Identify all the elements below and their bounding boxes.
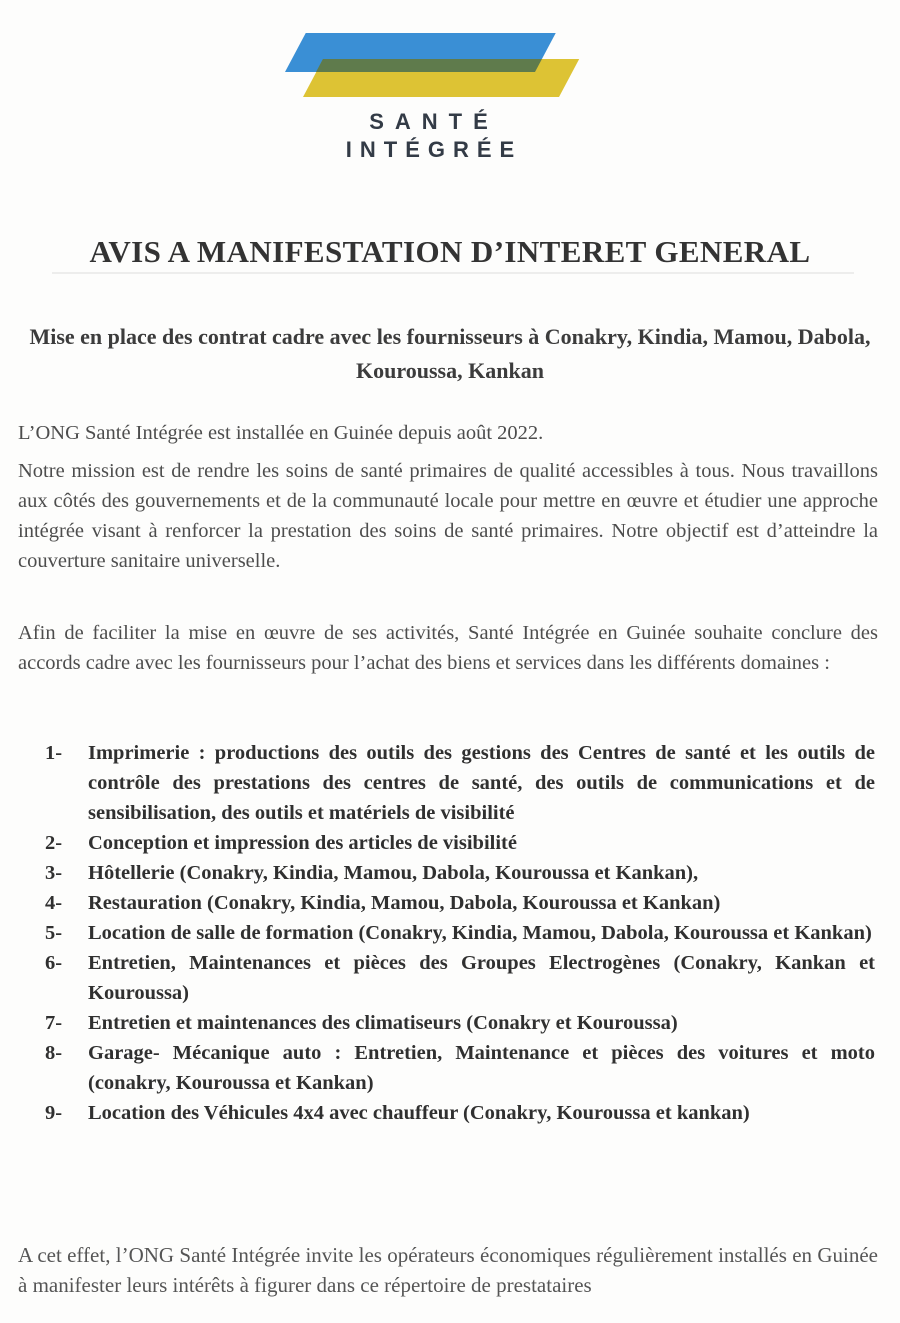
paragraph-intro: L’ONG Santé Intégrée est installée en Guinée depuis août 2022. [18, 422, 544, 444]
list-item-text: Location des Véhicules 4x4 avec chauffeur (Conakry, Kouroussa et kankan) [88, 1102, 750, 1124]
list-item-text: Entretien, Maintenances et pièces des Groupes Electrogènes (Conakry, Kankan et Kouroussa) [88, 952, 875, 1004]
list-item-text: Restauration (Conakry, Kindia, Mamou, Dabola, Kouroussa et Kankan) [88, 892, 721, 914]
logo-overlap-shape [316, 59, 542, 72]
list-item [45, 918, 875, 948]
document-subtitle: Mise en place des contrat cadre avec les fournisseurs à Conakry, Kindia, Mamou, Dabola, Kouroussa, Kankan [29, 324, 871, 383]
list-item-text: Location de salle de formation (Conakry, Kindia, Mamou, Dabola, Kouroussa et Kankan) [88, 922, 872, 944]
list-item [45, 828, 875, 858]
list-item-text: Conception et impression des articles de visibilité [88, 832, 517, 854]
logo-word-integree: INTÉGRÉE [345, 137, 523, 162]
list-item [45, 1008, 875, 1038]
list-item-number: 2- [45, 832, 63, 854]
list-item-number: 7- [45, 1012, 63, 1034]
list-item-text: Garage- Mécanique auto : Entretien, Maintenance et pièces des voitures et moto (conakry, Kouroussa et Kankan) [88, 1042, 875, 1094]
list-item-text: Entretien et maintenances des climatiseurs (Conakry et Kouroussa) [88, 1012, 678, 1034]
list-item-number: 1- [45, 742, 63, 764]
list-item [45, 1038, 875, 1098]
list-item-number: 5- [45, 922, 63, 944]
list-item-text: Hôtellerie (Conakry, Kindia, Mamou, Dabola, Kouroussa et Kankan), [88, 862, 699, 884]
list-item-number: 3- [45, 862, 63, 884]
list-item-number: 8- [45, 1042, 63, 1064]
org-logo [285, 33, 595, 105]
list-item-number: 6- [45, 952, 63, 974]
scan-artifact-line [52, 272, 854, 274]
paragraph-closing: A cet effet, l’ONG Santé Intégrée invite les opérateurs économiques régulièrement installés en Guinée à manifester leurs intérêts à figurer dans ce répertoire de prestataires [18, 1243, 878, 1297]
document-title: AVIS A MANIFESTATION D’INTERET GENERAL [89, 234, 811, 269]
list-item-text: Imprimerie : productions des outils des gestions des Centres de santé et les outils de contrôle des prestations des centres de santé, des outils de communications et de sensibilisation, des outils et matériels de visibilité [88, 742, 875, 824]
list-item [45, 948, 875, 1008]
list-item [45, 738, 875, 828]
list-item [45, 858, 875, 888]
logo-word-sante: SANTÉ [369, 109, 499, 134]
list-item [45, 1098, 875, 1128]
list-item-number: 9- [45, 1102, 63, 1124]
list-item-number: 4- [45, 892, 63, 914]
logo-wordmark [0, 108, 868, 164]
paragraph-purpose: Afin de faciliter la mise en œuvre de ses activités, Santé Intégrée en Guinée souhaite conclure des accords cadre avec les fournisseurs pour l’achat des biens et services dans les différents domaines : [18, 622, 878, 674]
paragraph-mission: Notre mission est de rendre les soins de santé primaires de qualité accessibles à tous. Nous travaillons aux côtés des gouvernements et de la communauté locale pour mettre en œuvre et étudier une approche intégrée visant à renforcer la prestation des soins de santé primaires. Notre objectif est d’atteindre la couverture sanitaire universelle. [18, 460, 878, 572]
domain-list [45, 738, 875, 1128]
list-item [45, 888, 875, 918]
